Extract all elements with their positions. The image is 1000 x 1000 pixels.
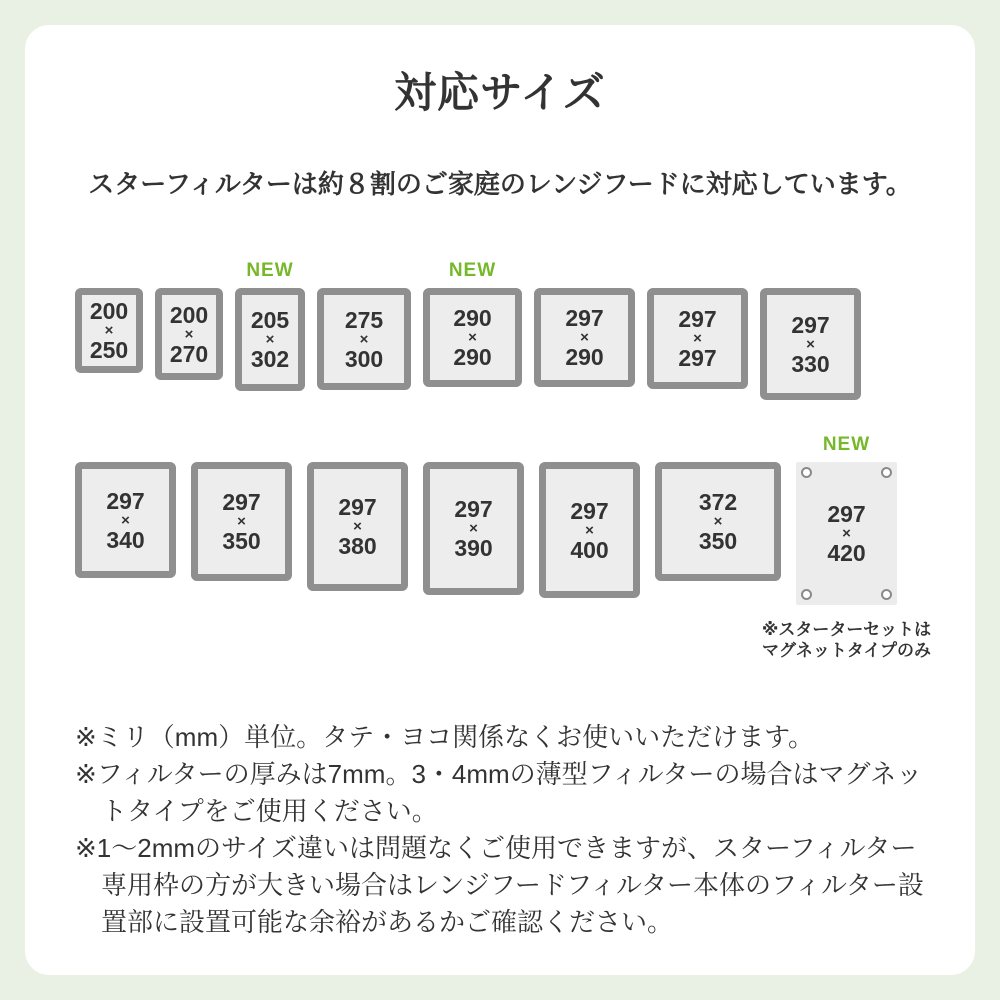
page-subtitle: スターフィルターは約８割のご家庭のレンジフードに対応しています。 <box>88 169 912 199</box>
new-badge-slot <box>760 258 861 288</box>
new-badge-slot <box>75 258 143 288</box>
size-label: 200 × 250 <box>89 298 129 363</box>
size-box <box>191 462 292 581</box>
size-grid <box>25 258 975 661</box>
size-item-205x302 <box>235 258 305 391</box>
size-box <box>760 288 861 400</box>
note-units: ※ミリ（mm）単位。タテ・ヨコ関係なくお使いいただけます。 <box>75 722 815 752</box>
size-box <box>423 288 522 387</box>
size-box <box>423 462 524 595</box>
size-item-200x270 <box>155 258 223 380</box>
new-badge-slot <box>539 432 640 462</box>
note-tolerance: ※1〜2mmのサイズ違いは問題なくご使用できますが、スターフィルター専用枠の方が大きい場合はレンジフードフィルター本体のフィルター設置部に設置可能な余裕があるかご確認ください。 <box>75 833 924 937</box>
new-badge-slot <box>307 432 408 462</box>
new-badge-slot <box>796 432 897 462</box>
size-item-297x330 <box>760 258 861 400</box>
magnet-hole-icon <box>801 589 812 600</box>
size-item-297x380 <box>307 432 408 591</box>
new-badge-slot <box>155 258 223 288</box>
size-label: 297 × 400 <box>570 497 609 563</box>
size-item-297x290 <box>534 258 635 387</box>
size-item-275x300 <box>317 258 411 390</box>
new-badge: NEW <box>822 434 871 455</box>
size-item-297x350 <box>191 432 292 581</box>
size-label: 297 × 340 <box>106 487 145 553</box>
new-badge-slot <box>423 432 524 462</box>
new-badge-slot <box>647 258 748 288</box>
new-badge-slot <box>317 258 411 288</box>
size-label: 297 × 330 <box>791 311 830 377</box>
size-label: 372 × 350 <box>698 489 738 554</box>
size-label: 297 × 380 <box>338 494 377 559</box>
magnet-caption: ※スターターセットは マグネットタイプのみ <box>761 620 932 660</box>
size-label: 297 × 297 <box>678 306 717 371</box>
content-card <box>25 25 975 975</box>
size-box <box>317 288 411 390</box>
size-box <box>647 288 748 389</box>
new-badge-slot <box>235 258 305 288</box>
size-box <box>75 288 143 373</box>
size-box <box>655 462 781 581</box>
size-item-290x290 <box>423 258 522 387</box>
size-label: 290 × 290 <box>453 305 492 370</box>
size-row-2 <box>75 432 975 661</box>
size-item-372x350 <box>655 432 781 581</box>
size-item-200x250 <box>75 258 143 373</box>
size-box <box>155 288 223 380</box>
size-box-magnet <box>796 462 897 605</box>
size-item-297x340 <box>75 432 176 578</box>
size-box <box>75 462 176 578</box>
size-box <box>307 462 408 591</box>
magnet-hole-icon <box>801 467 812 478</box>
size-box <box>534 288 635 387</box>
page-title: 対応サイズ <box>394 69 606 116</box>
size-label: 275 × 300 <box>344 306 384 372</box>
size-box <box>539 462 640 598</box>
size-label: 297 × 290 <box>565 305 604 370</box>
new-badge-slot <box>655 432 781 462</box>
notes-section <box>25 719 975 941</box>
size-box <box>235 288 305 391</box>
magnet-hole-icon <box>881 467 892 478</box>
new-badge-slot <box>75 432 176 462</box>
size-label: 297 × 350 <box>222 489 261 554</box>
new-badge-slot <box>423 258 522 288</box>
size-label: 297 × 420 <box>827 501 866 566</box>
size-row-1 <box>75 258 975 400</box>
note-thickness: ※フィルターの厚みは7mm。3・4mmの薄型フィルターの場合はマグネットタイプをご使用ください。 <box>75 759 923 826</box>
magnet-hole-icon <box>881 589 892 600</box>
size-item-297x297 <box>647 258 748 389</box>
new-badge-slot <box>534 258 635 288</box>
size-label: 297 × 390 <box>454 496 493 561</box>
size-item-297x400 <box>539 432 640 598</box>
size-label: 200 × 270 <box>169 301 209 367</box>
new-badge-slot <box>191 432 292 462</box>
size-label: 205 × 302 <box>250 307 290 372</box>
new-badge: NEW <box>448 260 497 281</box>
size-item-297x390 <box>423 432 524 595</box>
new-badge: NEW <box>246 260 294 281</box>
size-item-297x420 <box>761 432 932 661</box>
